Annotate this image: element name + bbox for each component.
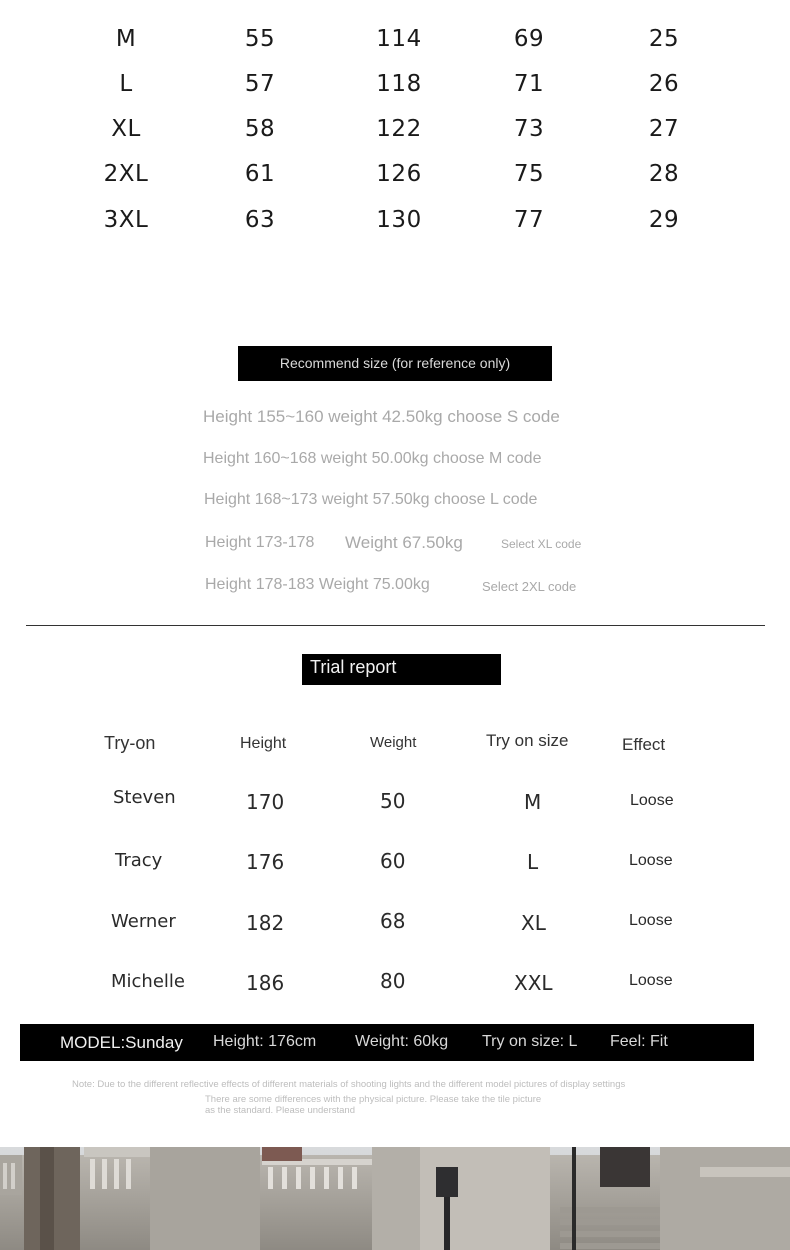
size-value: 77 [513, 207, 545, 233]
trial-name: Tracy [115, 850, 163, 871]
model-height: Height: 176cm [213, 1033, 317, 1050]
trial-size: M [524, 790, 542, 814]
model-feel: Feel: Fit [610, 1033, 668, 1050]
size-row-xl [0, 116, 790, 156]
trial-effect: Loose [630, 792, 674, 809]
trial-weight: 68 [380, 909, 406, 933]
trial-weight: 80 [380, 969, 406, 993]
size-value: 28 [648, 161, 680, 187]
size-label: 2XL [103, 161, 149, 187]
trial-size: XL [521, 911, 546, 935]
recommend-line-xl-height: Height 173-178 [205, 534, 315, 551]
recommend-line-2xl-select: Select 2XL code [482, 579, 577, 594]
trial-height: 170 [246, 790, 285, 814]
size-value: 55 [244, 26, 276, 52]
model-weight: Weight: 60kg [355, 1033, 449, 1050]
note-line-3: as the standard. Please understand [205, 1105, 355, 1116]
recommend-line-s: Height 155~160 weight 42.50kg choose S code [203, 407, 560, 426]
trial-report-banner: Trial report [302, 654, 501, 685]
recommend-line-2xl-text: Height 178-183 Weight 75.00kg [205, 576, 430, 593]
trial-height: 186 [246, 971, 285, 995]
trial-header-tryon: Try-on [104, 733, 156, 753]
trial-name: Steven [113, 787, 176, 808]
recommend-line-xl-select: Select XL code [501, 537, 582, 551]
model-photo-background [0, 1147, 790, 1250]
size-row-2xl [0, 161, 790, 201]
size-value: 118 [376, 71, 422, 97]
trial-header-size: Try on size [486, 731, 569, 750]
size-value: 58 [244, 116, 276, 142]
size-value: 63 [244, 207, 276, 233]
section-divider [26, 625, 765, 626]
size-value: 71 [513, 71, 545, 97]
size-value: 75 [513, 161, 545, 187]
trial-size: L [527, 850, 539, 874]
note-line-2: There are some differences with the physical picture. Please take the tile picture [205, 1094, 542, 1105]
size-value: 61 [244, 161, 276, 187]
size-row-3xl [0, 207, 790, 247]
trial-weight: 60 [380, 849, 406, 873]
trial-header-weight: Weight [370, 734, 417, 751]
size-value: 130 [376, 207, 422, 233]
trial-weight: 50 [380, 789, 406, 813]
size-value: 114 [376, 26, 422, 52]
size-value: 73 [513, 116, 545, 142]
size-label: L [119, 71, 133, 97]
size-value: 26 [648, 71, 680, 97]
trial-effect: Loose [629, 972, 673, 989]
trial-effect: Loose [629, 912, 673, 929]
size-value: 126 [376, 161, 422, 187]
size-value: 29 [648, 207, 680, 233]
size-row-m [0, 26, 790, 66]
recommend-line-xl-weight: Weight 67.50kg [345, 533, 463, 552]
note-line-1: Note: Due to the different reflective effects of different materials of shooting lights and the different model pictures of display settings [72, 1079, 626, 1090]
size-label: XL [111, 116, 141, 142]
trial-name: Werner [111, 911, 176, 932]
size-value: 25 [648, 26, 680, 52]
trial-header-height: Height [240, 735, 287, 752]
size-value: 69 [513, 26, 545, 52]
building-photo [0, 1147, 790, 1250]
size-row-l [0, 71, 790, 111]
size-label: 3XL [103, 207, 149, 233]
trial-effect: Loose [629, 852, 673, 869]
recommend-size-banner: Recommend size (for reference only) [238, 346, 552, 381]
size-value: 57 [244, 71, 276, 97]
size-value: 27 [648, 116, 680, 142]
size-value: 122 [376, 116, 422, 142]
trial-height: 176 [246, 850, 285, 874]
trial-name: Michelle [111, 971, 185, 992]
model-size: Try on size: L [482, 1033, 578, 1050]
recommend-line-l: Height 168~173 weight 57.50kg choose L code [204, 491, 538, 508]
size-label: M [115, 26, 137, 52]
trial-height: 182 [246, 911, 285, 935]
recommend-line-m: Height 160~168 weight 50.00kg choose M code [203, 450, 542, 467]
trial-header-effect: Effect [622, 735, 666, 754]
model-name: MODEL:Sunday [60, 1033, 183, 1052]
model-info-bar [20, 1024, 754, 1061]
trial-size: XXL [514, 971, 553, 995]
